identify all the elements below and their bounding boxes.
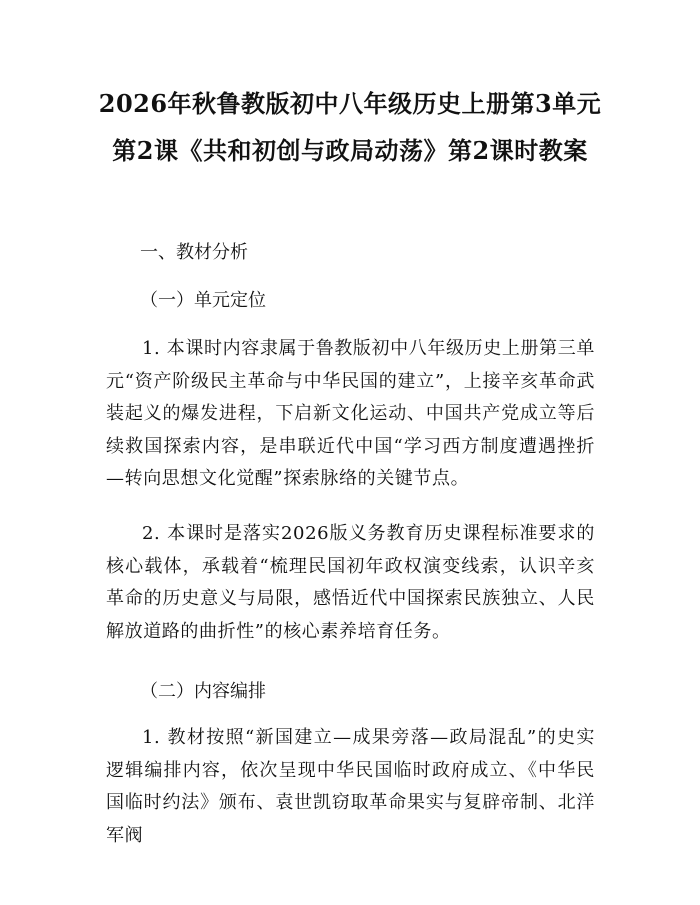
paragraph-unit-positioning-2: 2. 本课时是落实2026版义务教育历史课程标准要求的核心载体，承载着“梳理民国初年政权演变线索，认识辛亥革命的历史意义与局限，感悟近代中国探索民族独立、人民解放道路的曲折性”的核心素养培育任务。 [106, 523, 595, 642]
section-heading-textbook-analysis: 一、教材分析 [140, 242, 248, 263]
document-title: 2026年秋鲁教版初中八年级历史上册第3单元第2课《共和初创与政局动荡》第2课时教案 [98, 89, 602, 165]
subsection-heading-content-arrangement: （二）内容编排 [140, 681, 266, 702]
subsection-heading-unit-positioning: （一）单元定位 [140, 290, 266, 311]
paragraph-content-arrangement-1: 1. 教材按照“新国建立—成果旁落—政局混乱”的史实逻辑编排内容，依次呈现中华民国临时政府成立、《中华民国临时约法》颁布、袁世凯窃取革命果实与复辟帝制、北洋军阀 [106, 727, 595, 846]
paragraph-unit-positioning-1: 1. 本课时内容隶属于鲁教版初中八年级历史上册第三单元“资产阶级民主革命与中华民国的建立”，上接辛亥革命武装起义的爆发进程，下启新文化运动、中国共产党成立等后续救国探索内容，是串联近代中国“学习西方制度遭遇挫折—转向思想文化觉醒”探索脉络的关键节点。 [106, 338, 595, 489]
